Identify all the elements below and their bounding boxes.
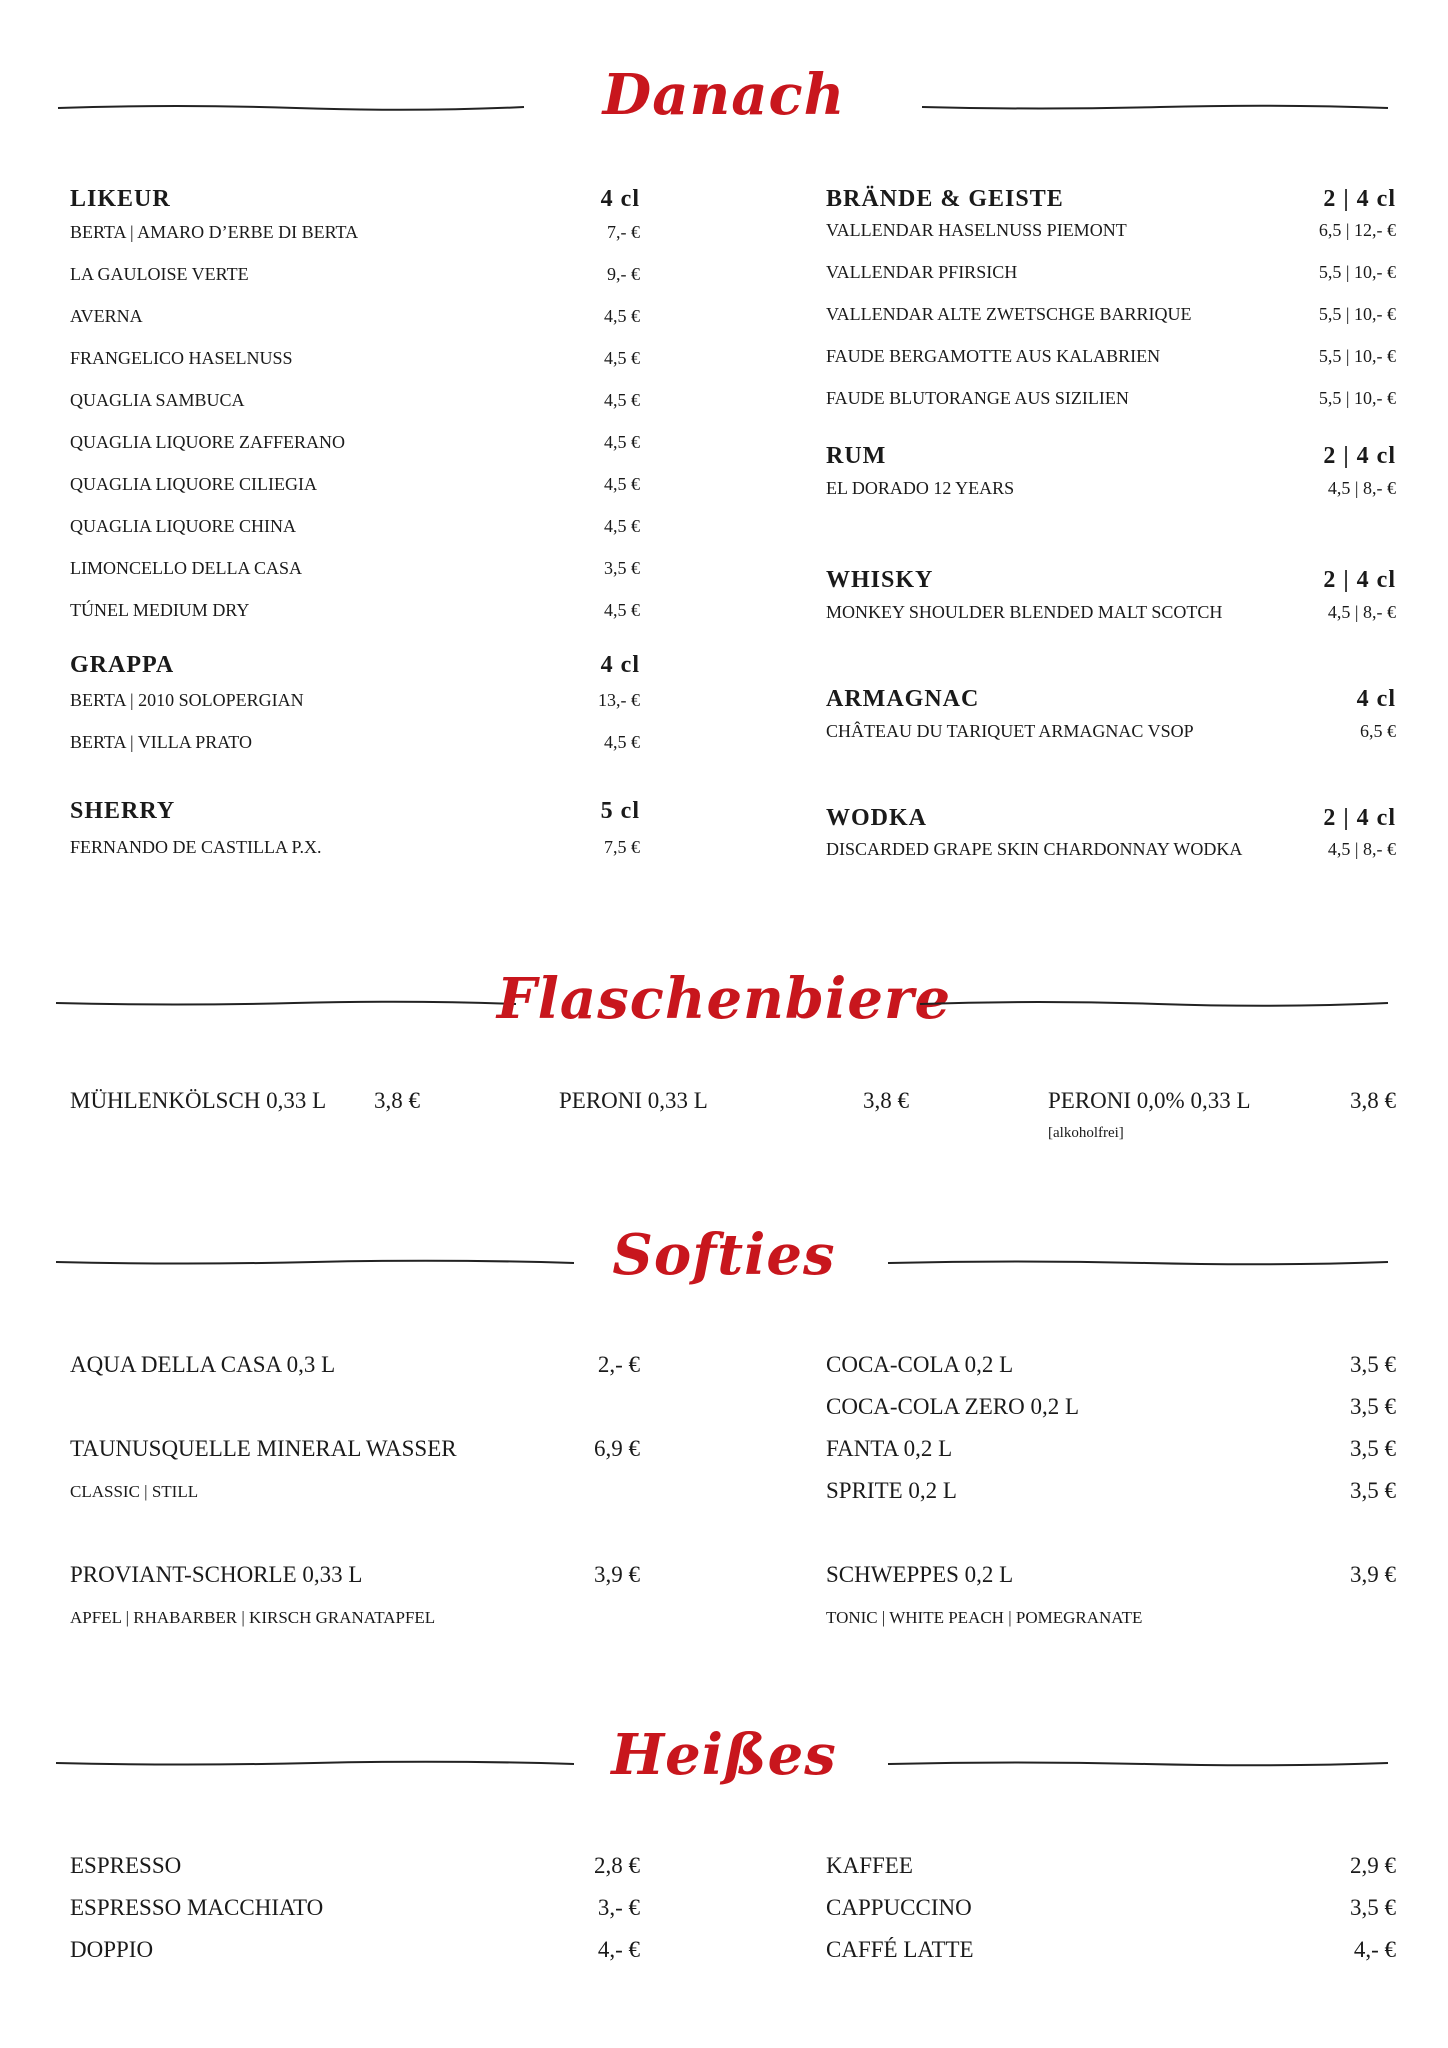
list-item: DISCARDED GRAPE SKIN CHARDONNAY WODKA 4,5 | 8,- € [826, 839, 1396, 859]
list-item: MONKEY SHOULDER BLENDED MALT SCOTCH 4,5 | 8,- € [826, 602, 1396, 622]
list-item: FAUDE BLUTORANGE AUS SIZILIEN 5,5 | 10,- € [826, 388, 1396, 408]
beer-item: MÜHLENKÖLSCH 0,33 L 3,8 € [70, 1088, 420, 1113]
section-title-heisses: Heißes [611, 1722, 837, 1788]
hot-item: ESPRESSO MACCHIATO 3,- € [70, 1895, 640, 1920]
divider-right [920, 100, 1390, 114]
softie-item: SPRITE 0,2 L 3,5 € [826, 1478, 1396, 1503]
softie-item: PROVIANT-SCHORLE 0,33 L 3,9 € [70, 1562, 640, 1587]
beer-note: [alkoholfrei] [1048, 1125, 1124, 1141]
list-item: BERTA | AMARO D’ERBE DI BERTA 7,- € [70, 222, 640, 242]
list-item: AVERNA 4,5 € [70, 306, 640, 326]
list-item: VALLENDAR PFIRSICH 5,5 | 10,- € [826, 262, 1396, 282]
softie-item: FANTA 0,2 L 3,5 € [826, 1436, 1396, 1461]
list-item: LA GAULOISE VERTE 9,- € [70, 264, 640, 284]
beer-item: PERONI 0,33 L 3,8 € [559, 1088, 909, 1113]
softie-item: SCHWEPPES 0,2 L 3,9 € [826, 1562, 1396, 1587]
beer-item: PERONI 0,0% 0,33 L 3,8 € [1048, 1088, 1396, 1113]
softie-item: COCA-COLA 0,2 L 3,5 € [826, 1352, 1396, 1377]
list-item: BERTA | VILLA PRATO 4,5 € [70, 732, 640, 752]
list-item: VALLENDAR ALTE ZWETSCHGE BARRIQUE 5,5 | 10,- € [826, 304, 1396, 324]
softie-item: COCA-COLA ZERO 0,2 L 3,5 € [826, 1394, 1396, 1419]
list-item: EL DORADO 12 YEARS 4,5 | 8,- € [826, 478, 1396, 498]
list-item: QUAGLIA LIQUORE CILIEGIA 4,5 € [70, 474, 640, 494]
list-item: LIMONCELLO DELLA CASA 3,5 € [70, 558, 640, 578]
hot-item: ESPRESSO 2,8 € [70, 1853, 640, 1878]
section-title-flaschenbiere: Flaschenbiere [496, 966, 952, 1032]
list-item: TÚNEL MEDIUM DRY 4,5 € [70, 600, 640, 620]
list-item: FRANGELICO HASELNUSS 4,5 € [70, 348, 640, 368]
list-item: FAUDE BERGAMOTTE AUS KALABRIEN 5,5 | 10,- € [826, 346, 1396, 366]
divider-right [886, 1756, 1390, 1770]
hot-item: KAFFEE 2,9 € [826, 1853, 1396, 1878]
divider-right [886, 1255, 1390, 1269]
hot-item: DOPPIO 4,- € [70, 1937, 640, 1962]
list-item: QUAGLIA LIQUORE CHINA 4,5 € [70, 516, 640, 536]
hot-item: CAPPUCCINO 3,5 € [826, 1895, 1396, 1920]
list-item: QUAGLIA SAMBUCA 4,5 € [70, 390, 640, 410]
section-title-danach: Danach [602, 62, 846, 128]
list-item: FERNANDO DE CASTILLA P.X. 7,5 € [70, 837, 640, 857]
list-item: QUAGLIA LIQUORE ZAFFERANO 4,5 € [70, 432, 640, 452]
softie-sub: TONIC | WHITE PEACH | POMEGRANATE [826, 1608, 1143, 1627]
softie-sub: CLASSIC | STILL [70, 1482, 199, 1501]
divider-right [918, 996, 1390, 1010]
list-item: CHÂTEAU DU TARIQUET ARMAGNAC VSOP 6,5 € [826, 721, 1396, 741]
softie-item: TAUNUSQUELLE MINERAL WASSER 6,9 € [70, 1436, 640, 1461]
list-item: BERTA | 2010 SOLOPERGIAN 13,- € [70, 690, 640, 710]
list-item: VALLENDAR HASELNUSS PIEMONT 6,5 | 12,- € [826, 220, 1396, 240]
section-title-softies: Softies [612, 1222, 836, 1288]
softie-item: AQUA DELLA CASA 0,3 L 2,- € [70, 1352, 640, 1377]
softie-sub: APFEL | RHABARBER | KIRSCH GRANATAPFEL [70, 1608, 436, 1627]
hot-item: CAFFÉ LATTE 4,- € [826, 1937, 1396, 1962]
